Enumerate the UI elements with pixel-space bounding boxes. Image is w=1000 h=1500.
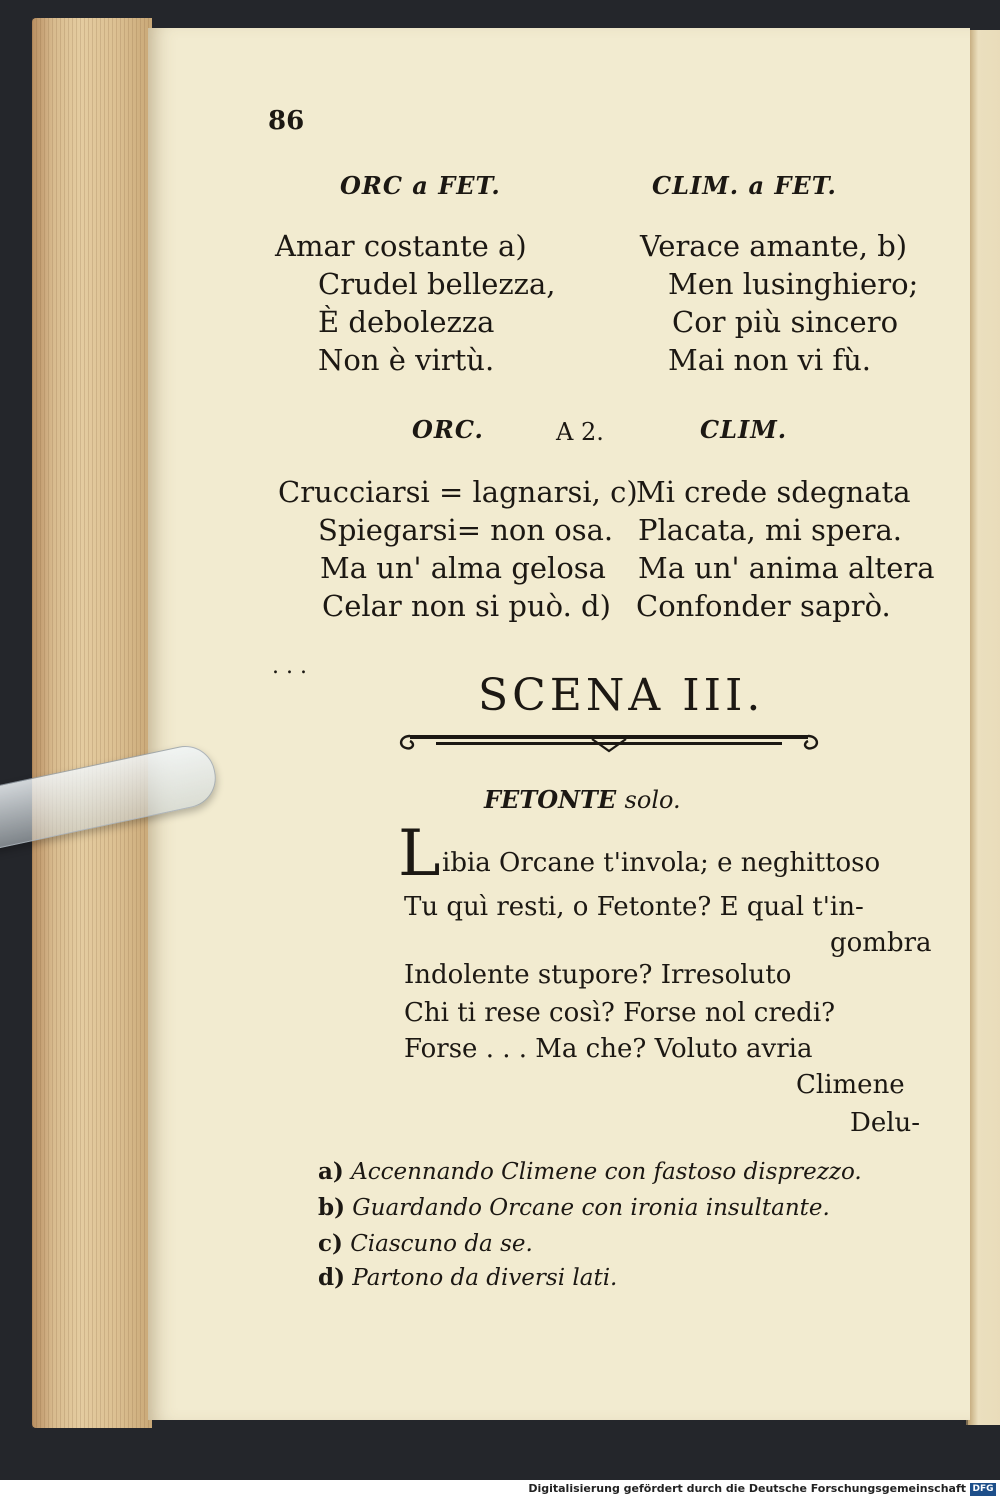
verse-line: Climene — [796, 1070, 905, 1100]
footnote-text: Guardando Orcane con ironia insultante. — [352, 1195, 830, 1221]
footnote-text: Partono da diversi lati. — [352, 1265, 618, 1291]
verse-line: Tu quì resti, o Fetonte? E qual t'in- — [404, 892, 864, 922]
speaker-heading — [484, 785, 681, 814]
duet-two-center-label: A 2. — [556, 418, 604, 446]
drop-cap: L — [398, 817, 441, 891]
duet-one-right-line: Men lusinghiero; — [668, 267, 919, 301]
verse-line: Chi ti rese così? Forse nol credi? — [404, 998, 836, 1028]
duet-two-right-line: Mi crede sdegnata — [636, 475, 911, 509]
duet-two-right-line: Placata, mi spera. — [638, 513, 902, 547]
dfg-logo: DFG — [970, 1483, 996, 1496]
duet-one-left-line: È debolezza — [318, 305, 495, 339]
verse-line: Forse . . . Ma che? Voluto avria — [404, 1034, 813, 1064]
duet-one-left-line: Amar costante a) — [275, 229, 527, 263]
duet-one-right-line: Mai non vi fù. — [668, 343, 872, 377]
ornamental-rule-icon — [396, 724, 822, 754]
duet-two-left-line: Celar non si può. d) — [322, 589, 611, 623]
speaker-name: FETONTE — [484, 785, 617, 814]
duet-two-left-line: Crucciarsi = lagnarsi, c) — [278, 475, 638, 509]
book-page-edges-left — [32, 18, 152, 1428]
duet-two-left-line: Spiegarsi= non osa. — [318, 513, 614, 547]
footnote-key: a) — [318, 1158, 344, 1185]
footnote — [318, 1266, 617, 1290]
duet-two-left-line: Ma un' alma gelosa — [320, 551, 606, 585]
duet-one-right-line: Verace amante, b) — [640, 229, 908, 263]
duet-two-right-speaker: CLIM. — [700, 415, 788, 444]
duet-one-left-line: Crudel bellezza, — [318, 267, 556, 301]
duet-two-left-speaker: ORC. — [412, 415, 484, 444]
footnote-key: b) — [318, 1194, 345, 1221]
speaker-stage-note: solo. — [624, 786, 681, 814]
verse-line: Delu- — [850, 1108, 921, 1138]
duet-one-right-speaker: CLIM. a FET. — [652, 171, 837, 200]
footnote-text: Ciascuno da se. — [350, 1231, 533, 1257]
page-number: 86 — [268, 106, 305, 136]
margin-dots: . . . — [272, 654, 307, 679]
verse-line: gombra — [830, 928, 932, 958]
duet-two-right-line: Confonder saprò. — [636, 589, 891, 623]
footnote-key: c) — [318, 1230, 343, 1257]
verse-line: ibia Orcane t'invola; e neghittoso — [442, 848, 881, 878]
footnote — [318, 1160, 862, 1184]
book-page-edges-right — [966, 30, 1000, 1425]
footnote-text: Accennando Climene con fastoso disprezzo. — [351, 1159, 862, 1185]
verse-line: Indolente stupore? Irresoluto — [404, 960, 792, 990]
duet-two-right-line: Ma un' anima altera — [638, 551, 935, 585]
scene-title: SCENA III. — [478, 670, 765, 721]
footnote-key: d) — [318, 1264, 345, 1291]
duet-one-right-line: Cor più sincero — [672, 305, 899, 339]
duet-one-left-line: Non è virtù. — [318, 343, 495, 377]
credit-bar — [0, 1480, 1000, 1500]
footnote — [318, 1232, 533, 1256]
duet-one-left-speaker: ORC a FET. — [340, 171, 501, 200]
footnote — [318, 1196, 830, 1220]
digitization-credit: Digitalisierung gefördert durch die Deutsche Forschungsgemeinschaft — [528, 1482, 966, 1495]
